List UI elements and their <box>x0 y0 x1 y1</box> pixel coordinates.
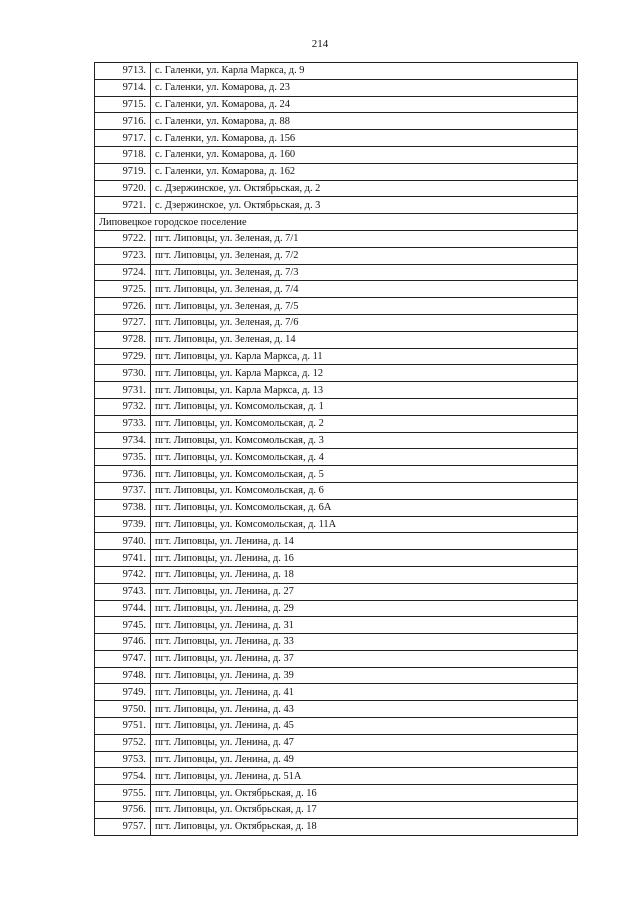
row-number: 9720. <box>95 180 151 197</box>
row-number: 9748. <box>95 667 151 684</box>
row-number: 9736. <box>95 466 151 483</box>
row-address: с. Галенки, ул. Комарова, д. 160 <box>151 146 578 163</box>
table-row <box>95 146 578 163</box>
row-number: 9717. <box>95 130 151 147</box>
row-address: пгт. Липовцы, ул. Зеленая, д. 7/6 <box>151 314 578 331</box>
row-number: 9733. <box>95 415 151 432</box>
row-address: с. Дзержинское, ул. Октябрьская, д. 3 <box>151 197 578 214</box>
row-address: пгт. Липовцы, ул. Зеленая, д. 7/3 <box>151 264 578 281</box>
table-row <box>95 550 578 567</box>
row-address: пгт. Липовцы, ул. Комсомольская, д. 11А <box>151 516 578 533</box>
row-address: пгт. Липовцы, ул. Комсомольская, д. 6А <box>151 499 578 516</box>
table-row <box>95 516 578 533</box>
row-address: пгт. Липовцы, ул. Ленина, д. 47 <box>151 734 578 751</box>
row-number: 9719. <box>95 163 151 180</box>
row-number: 9750. <box>95 701 151 718</box>
row-number: 9751. <box>95 718 151 735</box>
row-address: пгт. Липовцы, ул. Комсомольская, д. 2 <box>151 415 578 432</box>
row-address: пгт. Липовцы, ул. Ленина, д. 51А <box>151 768 578 785</box>
table-row <box>95 79 578 96</box>
row-number: 9726. <box>95 298 151 315</box>
address-table <box>94 62 578 836</box>
row-number: 9715. <box>95 96 151 113</box>
row-number: 9752. <box>95 734 151 751</box>
row-address: пгт. Липовцы, ул. Ленина, д. 31 <box>151 617 578 634</box>
row-address: с. Галенки, ул. Комарова, д. 24 <box>151 96 578 113</box>
table-row <box>95 785 578 802</box>
table-row <box>95 751 578 768</box>
row-address: пгт. Липовцы, ул. Ленина, д. 16 <box>151 550 578 567</box>
table-row <box>95 382 578 399</box>
table-row <box>95 96 578 113</box>
table-row <box>95 684 578 701</box>
address-table-body <box>95 63 578 836</box>
row-address: пгт. Липовцы, ул. Ленина, д. 41 <box>151 684 578 701</box>
table-row <box>95 701 578 718</box>
table-row <box>95 415 578 432</box>
row-address: пгт. Липовцы, ул. Зеленая, д. 7/5 <box>151 298 578 315</box>
row-number: 9713. <box>95 63 151 80</box>
row-address: пгт. Липовцы, ул. Ленина, д. 39 <box>151 667 578 684</box>
table-row <box>95 466 578 483</box>
row-address: пгт. Липовцы, ул. Ленина, д. 27 <box>151 583 578 600</box>
row-number: 9741. <box>95 550 151 567</box>
table-row <box>95 734 578 751</box>
table-row <box>95 583 578 600</box>
table-row <box>95 365 578 382</box>
row-address: пгт. Липовцы, ул. Октябрьская, д. 17 <box>151 802 578 819</box>
row-address: с. Галенки, ул. Комарова, д. 88 <box>151 113 578 130</box>
row-address: пгт. Липовцы, ул. Карла Маркса, д. 13 <box>151 382 578 399</box>
table-row <box>95 197 578 214</box>
table-row <box>95 667 578 684</box>
table-row <box>95 768 578 785</box>
table-row <box>95 650 578 667</box>
table-row <box>95 449 578 466</box>
row-number: 9738. <box>95 499 151 516</box>
row-number: 9755. <box>95 785 151 802</box>
row-number: 9749. <box>95 684 151 701</box>
row-number: 9742. <box>95 566 151 583</box>
row-address: пгт. Липовцы, ул. Комсомольская, д. 1 <box>151 398 578 415</box>
row-number: 9731. <box>95 382 151 399</box>
table-row <box>95 718 578 735</box>
section-header-row <box>95 214 578 231</box>
table-row <box>95 533 578 550</box>
row-address: пгт. Липовцы, ул. Комсомольская, д. 3 <box>151 432 578 449</box>
row-address: пгт. Липовцы, ул. Октябрьская, д. 18 <box>151 818 578 835</box>
table-row <box>95 113 578 130</box>
table-row <box>95 802 578 819</box>
row-address: пгт. Липовцы, ул. Зеленая, д. 7/4 <box>151 281 578 298</box>
table-row <box>95 617 578 634</box>
row-address: пгт. Липовцы, ул. Октябрьская, д. 16 <box>151 785 578 802</box>
row-address: пгт. Липовцы, ул. Комсомольская, д. 4 <box>151 449 578 466</box>
row-address: пгт. Липовцы, ул. Ленина, д. 49 <box>151 751 578 768</box>
row-address: пгт. Липовцы, ул. Карла Маркса, д. 11 <box>151 348 578 365</box>
row-address: с. Дзержинское, ул. Октябрьская, д. 2 <box>151 180 578 197</box>
table-row <box>95 566 578 583</box>
row-address: с. Галенки, ул. Комарова, д. 156 <box>151 130 578 147</box>
row-address: пгт. Липовцы, ул. Зеленая, д. 14 <box>151 331 578 348</box>
row-number: 9723. <box>95 247 151 264</box>
row-number: 9746. <box>95 634 151 651</box>
row-address: пгт. Липовцы, ул. Ленина, д. 45 <box>151 718 578 735</box>
row-number: 9756. <box>95 802 151 819</box>
row-number: 9714. <box>95 79 151 96</box>
row-number: 9727. <box>95 314 151 331</box>
section-title: Липовецкое городское поселение <box>95 214 578 231</box>
row-number: 9735. <box>95 449 151 466</box>
row-number: 9739. <box>95 516 151 533</box>
row-number: 9745. <box>95 617 151 634</box>
table-row <box>95 348 578 365</box>
table-row <box>95 600 578 617</box>
row-number: 9740. <box>95 533 151 550</box>
table-row <box>95 163 578 180</box>
row-address: пгт. Липовцы, ул. Ленина, д. 18 <box>151 566 578 583</box>
table-row <box>95 314 578 331</box>
table-row <box>95 331 578 348</box>
row-number: 9754. <box>95 768 151 785</box>
row-number: 9728. <box>95 331 151 348</box>
row-number: 9743. <box>95 583 151 600</box>
row-address: пгт. Липовцы, ул. Ленина, д. 14 <box>151 533 578 550</box>
row-address: с. Галенки, ул. Комарова, д. 23 <box>151 79 578 96</box>
row-address: пгт. Липовцы, ул. Ленина, д. 29 <box>151 600 578 617</box>
row-address: пгт. Липовцы, ул. Карла Маркса, д. 12 <box>151 365 578 382</box>
row-number: 9753. <box>95 751 151 768</box>
table-row <box>95 499 578 516</box>
row-number: 9730. <box>95 365 151 382</box>
table-row <box>95 247 578 264</box>
table-row <box>95 63 578 80</box>
table-row <box>95 230 578 247</box>
row-address: пгт. Липовцы, ул. Ленина, д. 43 <box>151 701 578 718</box>
table-row <box>95 398 578 415</box>
table-row <box>95 482 578 499</box>
table-row <box>95 130 578 147</box>
table-row <box>95 634 578 651</box>
row-address: пгт. Липовцы, ул. Зеленая, д. 7/1 <box>151 230 578 247</box>
row-address: пгт. Липовцы, ул. Комсомольская, д. 6 <box>151 482 578 499</box>
table-row <box>95 264 578 281</box>
table-row <box>95 180 578 197</box>
row-number: 9729. <box>95 348 151 365</box>
row-number: 9734. <box>95 432 151 449</box>
row-number: 9725. <box>95 281 151 298</box>
table-row <box>95 432 578 449</box>
row-number: 9744. <box>95 600 151 617</box>
table-row <box>95 298 578 315</box>
row-number: 9716. <box>95 113 151 130</box>
row-address: пгт. Липовцы, ул. Зеленая, д. 7/2 <box>151 247 578 264</box>
row-address: с. Галенки, ул. Комарова, д. 162 <box>151 163 578 180</box>
row-number: 9732. <box>95 398 151 415</box>
row-number: 9724. <box>95 264 151 281</box>
table-row <box>95 818 578 835</box>
row-number: 9721. <box>95 197 151 214</box>
page-number: 214 <box>311 38 329 50</box>
row-number: 9718. <box>95 146 151 163</box>
row-number: 9737. <box>95 482 151 499</box>
row-address: пгт. Липовцы, ул. Комсомольская, д. 5 <box>151 466 578 483</box>
row-number: 9757. <box>95 818 151 835</box>
row-address: пгт. Липовцы, ул. Ленина, д. 33 <box>151 634 578 651</box>
row-address: пгт. Липовцы, ул. Ленина, д. 37 <box>151 650 578 667</box>
row-number: 9722. <box>95 230 151 247</box>
table-row <box>95 281 578 298</box>
row-number: 9747. <box>95 650 151 667</box>
row-address: с. Галенки, ул. Карла Маркса, д. 9 <box>151 63 578 80</box>
